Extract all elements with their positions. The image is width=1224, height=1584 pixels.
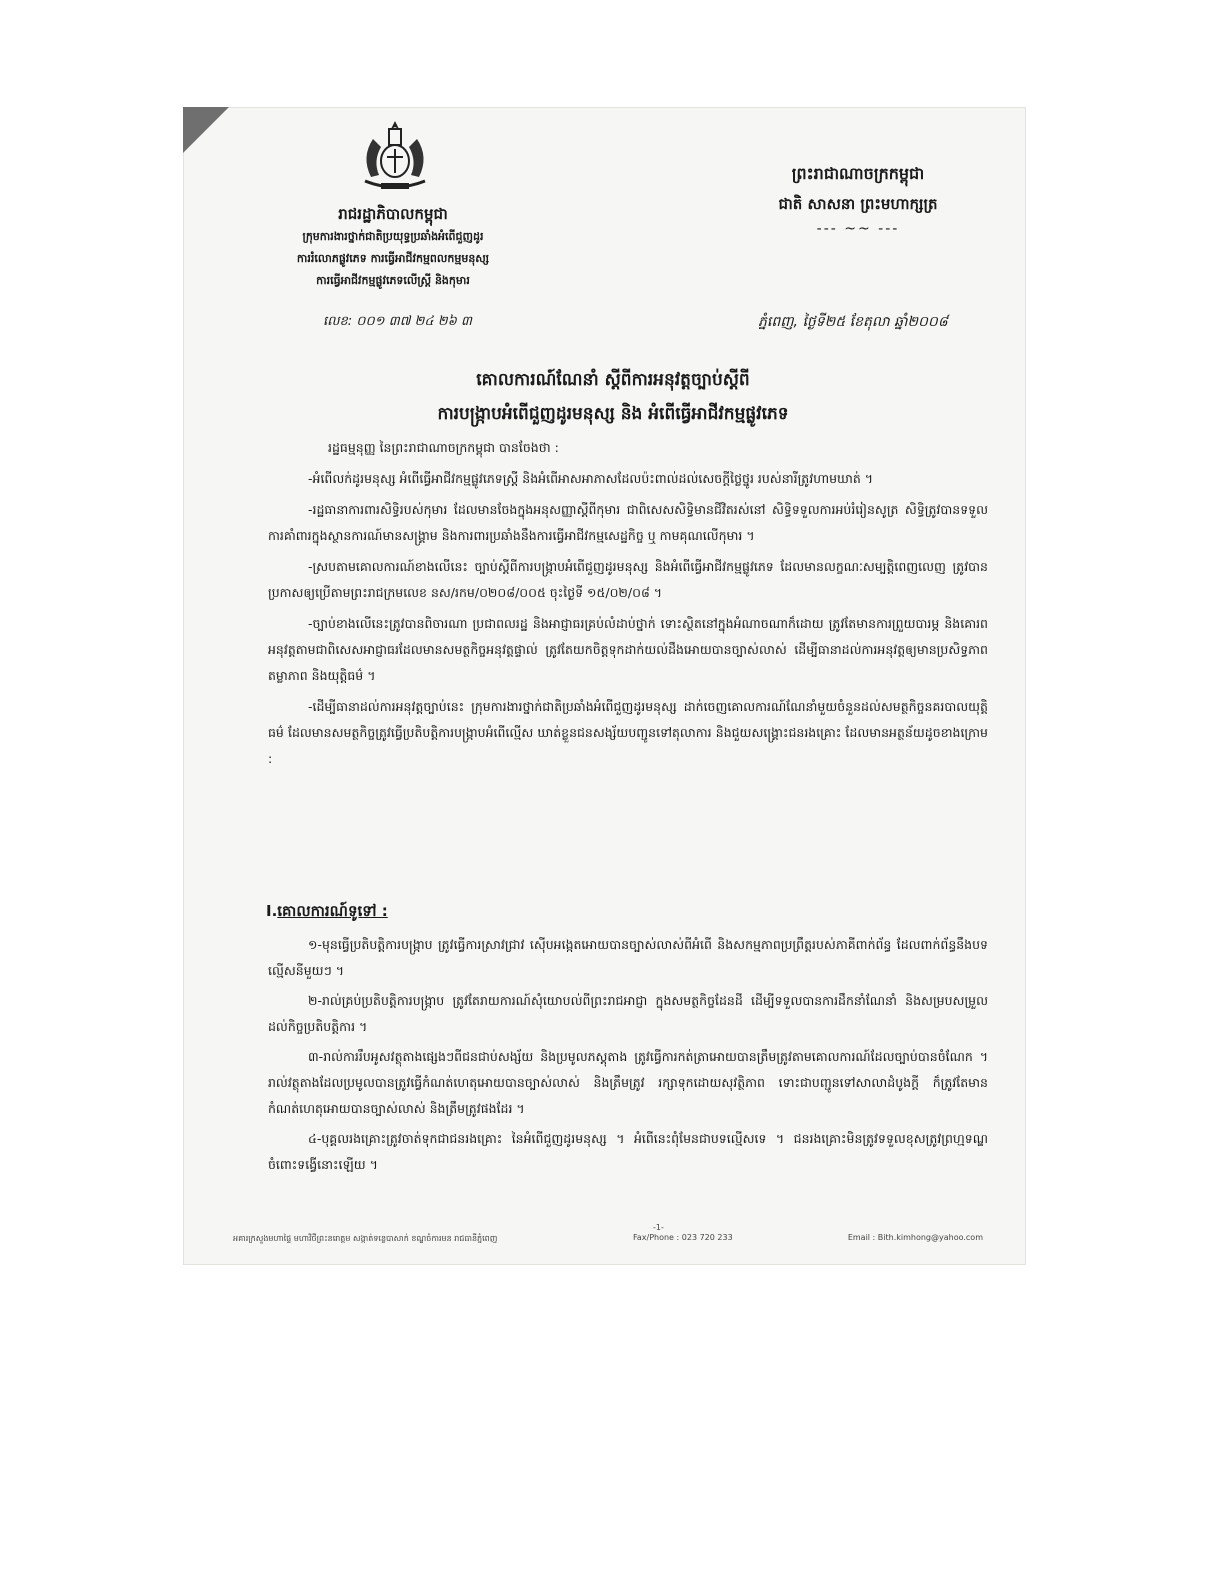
paragraph: -អំពើលក់ដូរមនុស្ស អំពើធ្វើអាជីវកម្មផ្លូវភេទស្ត្រី និងអំពើអាសអាភាសដែលប៉ះពាល់ដល់សេចក្តីថ្លៃថ្នូរ របស់នារីត្រូវហាមឃាត់ ។ [308, 471, 874, 486]
section-heading [266, 902, 388, 924]
principle-item: ២-រាល់គ្រប់ប្រតិបត្តិការបង្ក្រាប ត្រូវតែរាយការណ៍សុំយោបល់ពីព្រះរាជអាជ្ញា ក្នុងសមត្ថកិច្ចដែនដី ដើម្បីទទួលបានការដឹកនាំណែនាំ និងសម្របសម្រួលដល់កិច្ចប្រតិបត្តិការ ។ [268, 993, 988, 1034]
header-ornament: --- ~~ --- [816, 221, 900, 237]
issuing-authority-header [243, 202, 543, 292]
national-motto: ជាតិ សាសនា ព្រះមហាក្សត្រ [778, 195, 938, 213]
paragraph: -ច្បាប់ខាងលើនេះត្រូវបានពិចារណា ប្រជាពលរដ្ឋ និងអាជ្ញាធរគ្រប់លំដាប់ថ្នាក់ ទោះស្ថិតនៅក្នុងអំណាចណាក៏ដោយ ត្រូវតែមានការព្រួយបារម្ភ និងគោរពអនុវត្តតាមជាពិសេសអាជ្ញាធរដែលមានសមត្ថកិច្ចអនុវត្តផ្ទាល់ ត្រូវតែយកចិត្តទុកដាក់យល់ដឹងអោយបានច្បាស់លាស់ ដើម្បីធានាដល់ការអនុវត្តឲ្យមានប្រសិទ្ធភាព តម្លាភាព និងយុត្តិធម៌ ។ [268, 616, 988, 683]
kingdom-header [743, 159, 973, 239]
document-date: ភ្នំពេញ, ថ្ងៃទី២៥ ខែតុលា ឆ្នាំ២០០៨ [758, 314, 948, 330]
section-number: I. [266, 902, 278, 920]
committee-line-3: ការធ្វើអាជីវកម្មផ្លូវភេទលើស្ត្រី និងកុមារ [316, 274, 470, 287]
committee-line-2: ការរំលោភផ្លូវភេទ ការធ្វើអាជីវកម្មពលកម្មមនុស្ស [296, 252, 490, 265]
document-title [303, 363, 923, 431]
folded-corner-shadow [183, 107, 229, 153]
page-number: -1- [653, 1223, 664, 1232]
section-title: គោលការណ៍ទូទៅ : [277, 902, 388, 920]
principle-item: ១-មុនធ្វើប្រតិបត្តិការបង្ក្រាប ត្រូវធ្វើការស្រាវជ្រាវ ស៊ើបអង្កេតអោយបានច្បាស់លាស់ពីអំពើ និងសកម្មភាពប្រព្រឹត្តរបស់ភាគីពាក់ព័ន្ធ ដែលពាក់ព័ន្ធនឹងបទល្មើសនីមួយៗ ។ [268, 937, 988, 978]
preamble [268, 435, 988, 777]
footer-address: អគារក្រសួងមហាផ្ទៃ មហាវិថីព្រះនរោត្តម សង្កាត់ទន្លេបាសាក់ ខណ្ឌចំការមន រាជធានីភ្នំពេញ [233, 1234, 498, 1243]
title-line-2: ការបង្ក្រាបអំពើជួញដូរមនុស្ស និង អំពើធ្វើអាជីវកម្មផ្លូវភេទ [437, 404, 789, 424]
paragraph: -ស្របតាមគោលការណ៍ខាងលើនេះ ច្បាប់ស្តីពីការបង្ក្រាបអំពើជួញដូរមនុស្ស និងអំពើធ្វើអាជីវកម្មផ្លូវភេទ ដែលមានលក្ខណៈសម្បត្តិពេញលេញ ត្រូវបានប្រកាសឲ្យប្រើតាមព្រះរាជក្រមលេខ នស/រកម/០២០៨/០០៥ ចុះថ្ងៃទី ១៥/០២/០៨ ។ [268, 559, 988, 600]
committee-line-1: ក្រុមការងារថ្នាក់ជាតិប្រយុទ្ធប្រឆាំងអំពើជួញដូរ [302, 230, 484, 243]
paragraph: រដ្ឋធម្មនុញ្ញ នៃព្រះរាជាណាចក្រកម្ពុជា បានចែងថា : [328, 440, 559, 455]
general-principles [268, 932, 988, 1182]
government-name: រាជរដ្ឋាភិបាលកម្ពុជា [338, 205, 448, 223]
principle-item: ៤-បុគ្គលរងគ្រោះត្រូវចាត់ទុកជាជនរងគ្រោះ នៃអំពើជួញដូរមនុស្ស ។ អំពើនេះពុំមែនជាបទល្មើសទេ ។ ជនរងគ្រោះមិនត្រូវទទួលខុសត្រូវព្រហ្មទណ្ឌចំពោះទង្វើនោះឡើយ ។ [268, 1131, 988, 1172]
scanned-document-page [183, 107, 1026, 1265]
royal-coat-of-arms-emblem [351, 117, 439, 195]
footer-email: Email : Bith.kimhong@yahoo.com [847, 1233, 983, 1242]
paragraph: -រដ្ឋធានាការពារសិទ្ធិរបស់កុមារ ដែលមានចែងក្នុងអនុសញ្ញាស្តីពីកុមារ ជាពិសេសសិទ្ធិមានជីវិតរស់នៅ សិទ្ធិទទួលការអប់រំរៀនសូត្រ សិទ្ធិត្រូវបានទទួលការគាំពារក្នុងស្ថានការណ៍មានសង្គ្រាម និងការពារប្រឆាំងនឹងការធ្វើអាជីវកម្មសេដ្ឋកិច្ច ឬ កាមគុណលើកុមារ ។ [268, 502, 988, 543]
paragraph: -ដើម្បីធានាដល់ការអនុវត្តច្បាប់នេះ ក្រុមការងារថ្នាក់ជាតិប្រឆាំងអំពើជួញដូរមនុស្ស ដាក់ចេញគោលការណ៍ណែនាំមួយចំនួនដល់សមត្ថកិច្ចនគរបាលយុត្តិធម៌ ដែលមានសមត្ថកិច្ចត្រូវធ្វើប្រតិបត្តិការបង្ក្រាបអំពើល្មើស ឃាត់ខ្លួនជនសង្ស័យបញ្ជូនទៅតុលាការ និងជួយសង្គ្រោះជនរងគ្រោះ ដែលមានអត្ថន័យដូចខាងក្រោម : [268, 699, 988, 766]
reference-number: លេខ: ០០១ ៣៧ ២៤ ២៦ ៣ [323, 314, 473, 329]
footer-phone: Fax/Phone : 023 720 233 [633, 1233, 733, 1242]
principle-item: ៣-រាល់ការរឹបអូសវត្ថុតាងផ្សេងៗពីជនជាប់សង្ស័យ និងប្រមូលភស្តុតាង ត្រូវធ្វើការកត់ត្រាអោយបានត្រឹមត្រូវតាមគោលការណ៍ដែលច្បាប់បានចំណែក ។ រាល់វត្ថុតាងដែលប្រមូលបានត្រូវធ្វើកំណត់ហេតុអោយបានច្បាស់លាស់ និងត្រឹមត្រូវ រក្សាទុកដោយសុវត្ថិភាព ទោះជាបញ្ជូនទៅសាលាដំបូងក្តី ក៏ត្រូវតែមានកំណត់ហេតុអោយបានច្បាស់លាស់ និងត្រឹមត្រូវផងដែរ ។ [268, 1049, 988, 1116]
title-line-1: គោលការណ៍ណែនាំ ស្តីពីការអនុវត្តច្បាប់ស្តីពី [476, 370, 750, 390]
kingdom-name: ព្រះរាជាណាចក្រកម្ពុជា [791, 164, 925, 183]
